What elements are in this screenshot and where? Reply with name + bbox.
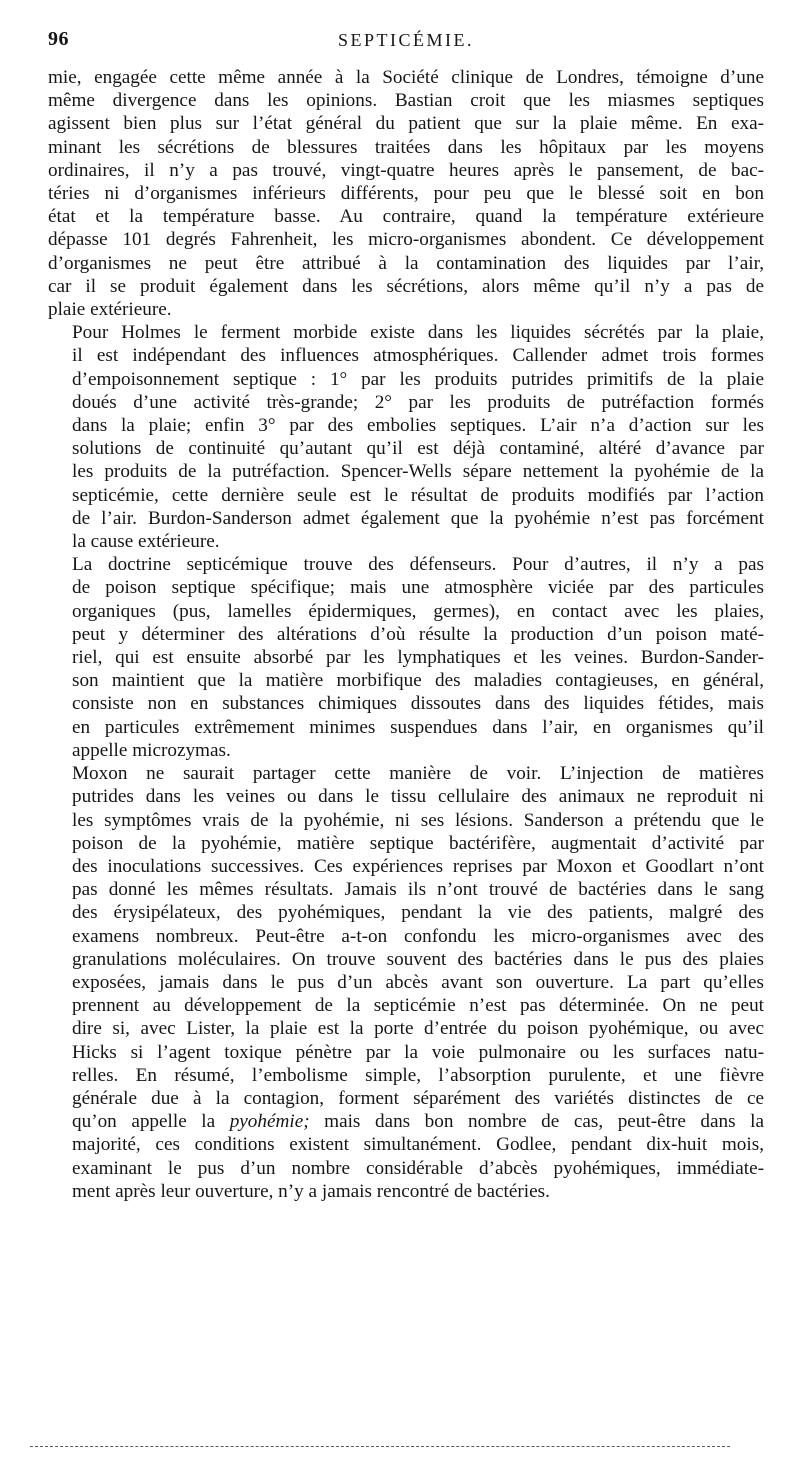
text-line: minant les sécrétions de blessures traitées dans les hôpitaux par les moyens — [48, 136, 764, 158]
text-line: d’empoisonnement septique : 1° par les produits putrides primitifs de la plaie — [72, 368, 764, 390]
text-line: majorité, ces conditions existent simultanément. Godlee, pendant dix-huit mois, — [72, 1134, 764, 1156]
text-line: de l’air. Burdon-Sanderson admet également que la pyohémie n’est pas forcément — [72, 507, 764, 529]
text-segment: mais dans bon nombre de cas, peut-être dans la — [309, 1111, 765, 1133]
text-line: examens nombreux. Peut-être a-t-on confondu les micro-organismes avec des — [72, 925, 764, 947]
text-line: riel, qui est ensuite absorbé par les lymphatiques et les veines. Burdon-Sander- — [72, 647, 764, 669]
text-line: ordinaires, il n’y a pas trouvé, vingt-quatre heures après le pansement, de bac- — [48, 159, 764, 181]
text-line: granulations moléculaires. On trouve souvent des bactéries dans le pus des plaies — [72, 948, 764, 970]
text-line: en particules extrêmement minimes suspendues dans l’air, en organismes qu’il — [72, 716, 764, 738]
text-line: Hicks si l’agent toxique pénètre par la voie pulmonaire ou les surfaces natu- — [72, 1041, 764, 1063]
text-line: examinant le pus d’un nombre considérable d’abcès pyohémiques, immédiate- — [72, 1157, 764, 1179]
text-line — [48, 1110, 764, 1133]
footer-dashed-rule — [30, 1446, 730, 1447]
text-line: la cause extérieure. — [72, 531, 220, 553]
text-line: d’organismes ne peut être attribué à la contamination des liquides par l’air, — [48, 252, 764, 274]
text-line: dans la plaie; enfin 3° par des embolies septiques. L’air n’a d’action sur les — [72, 415, 764, 437]
text-line: dire si, avec Lister, la plaie est la porte d’entrée du poison pyohémique, ou avec — [72, 1018, 764, 1040]
text-line: même divergence dans les opinions. Bastian croit que les miasmes septiques — [48, 90, 764, 112]
text-line: putrides dans les veines ou dans le tissu cellulaire des animaux ne reproduit ni — [72, 786, 764, 808]
text-line: poison de la pyohémie, matière septique bactérifère, augmentait d’activité par — [72, 832, 764, 854]
text-line: appelle microzymas. — [72, 739, 231, 761]
text-line: des inoculations successives. Ces expériences reprises par Moxon et Goodlart n’ont — [72, 855, 764, 877]
text-line: il est indépendant des influences atmosphériques. Callender admet trois formes — [72, 345, 764, 367]
text-line: mie, engagée cette même année à la Société clinique de Londres, témoigne d’une — [48, 67, 764, 88]
text-line: les produits de la putréfaction. Spencer-Wells sépare nettement la pyohémie de la — [72, 461, 764, 483]
page-header — [48, 28, 764, 56]
text-line: son maintient que la matière morbifique des maladies contagieuses, en général, — [72, 670, 764, 692]
paragraph-1 — [48, 66, 764, 321]
paragraph-3 — [48, 553, 764, 762]
text-line: solutions de continuité qu’autant qu’il est déjà contaminé, altéré d’avance par — [72, 438, 764, 460]
text-line: relles. En résumé, l’embolisme simple, l’absorption purulente, et une fièvre — [72, 1064, 764, 1086]
text-line: plaie extérieure. — [48, 299, 172, 321]
text-line: La doctrine septicémique trouve des défenseurs. Pour d’autres, il n’y a pas — [72, 554, 764, 576]
body-text — [48, 66, 764, 1203]
text-line: doués d’une activité très-grande; 2° par les produits de putréfaction formés — [72, 391, 764, 413]
text-line: peut y déterminer des altérations d’où résulte la production d’un poison maté- — [72, 623, 764, 645]
text-line: Moxon ne saurait partager cette manière de voir. L’injection de matières — [72, 763, 764, 785]
paragraph-4 — [48, 762, 764, 1203]
text-line: état et la température basse. Au contraire, quand la température extérieure — [48, 206, 764, 228]
text-line: exposées, jamais dans le pus d’un abcès avant son ouverture. La part qu’elles — [72, 971, 764, 993]
running-title: SEPTICÉMIE. — [337, 30, 474, 50]
text-line: Pour Holmes le ferment morbide existe dans les liquides sécrétés par la plaie, — [72, 322, 764, 344]
text-line: agissent bien plus sur l’état général du patient que sur la plaie même. En exa- — [48, 113, 764, 135]
text-line: prennent au développement de la septicémie n’est pas déterminée. On ne peut — [72, 995, 764, 1017]
text-line: consiste non en substances chimiques dissoutes dans des liquides fétides, mais — [72, 693, 764, 715]
text-line: téries ni d’organismes inférieurs différents, pour peu que le blessé soit en bon — [48, 183, 764, 205]
text-line: générale due à la contagion, forment séparément des variétés distinctes de ce — [72, 1087, 764, 1109]
text-line: organiques (pus, lamelles épidermiques, germes), en contact avec les plaies, — [72, 600, 764, 622]
text-line: car il se produit également dans les sécrétions, alors même qu’il n’y a pas de — [48, 275, 764, 297]
text-line: septicémie, cette dernière seule est le résultat de produits modifiés par l’action — [72, 484, 764, 506]
page-number: 96 — [48, 28, 69, 50]
text-segment: qu’on appelle la — [72, 1111, 230, 1133]
text-line: les symptômes vrais de la pyohémie, ni ses lésions. Sanderson a prétendu que le — [72, 809, 764, 831]
text-line: ment après leur ouverture, n’y a jamais rencontré de bactéries. — [72, 1180, 550, 1202]
text-line: dépasse 101 degrés Fahrenheit, les micro-organismes abondent. Ce développement — [48, 229, 764, 251]
text-line: des érysipélateux, des pyohémiques, pendant la vie des patients, malgré des — [72, 902, 764, 924]
paragraph-2 — [48, 321, 764, 553]
italic-term: pyohémie; — [229, 1111, 310, 1133]
text-line: de poison septique spécifique; mais une atmosphère viciée par des particules — [72, 577, 764, 599]
text-line: pas donné les mêmes résultats. Jamais ils n’ont trouvé de bactéries dans le sang — [72, 879, 764, 901]
